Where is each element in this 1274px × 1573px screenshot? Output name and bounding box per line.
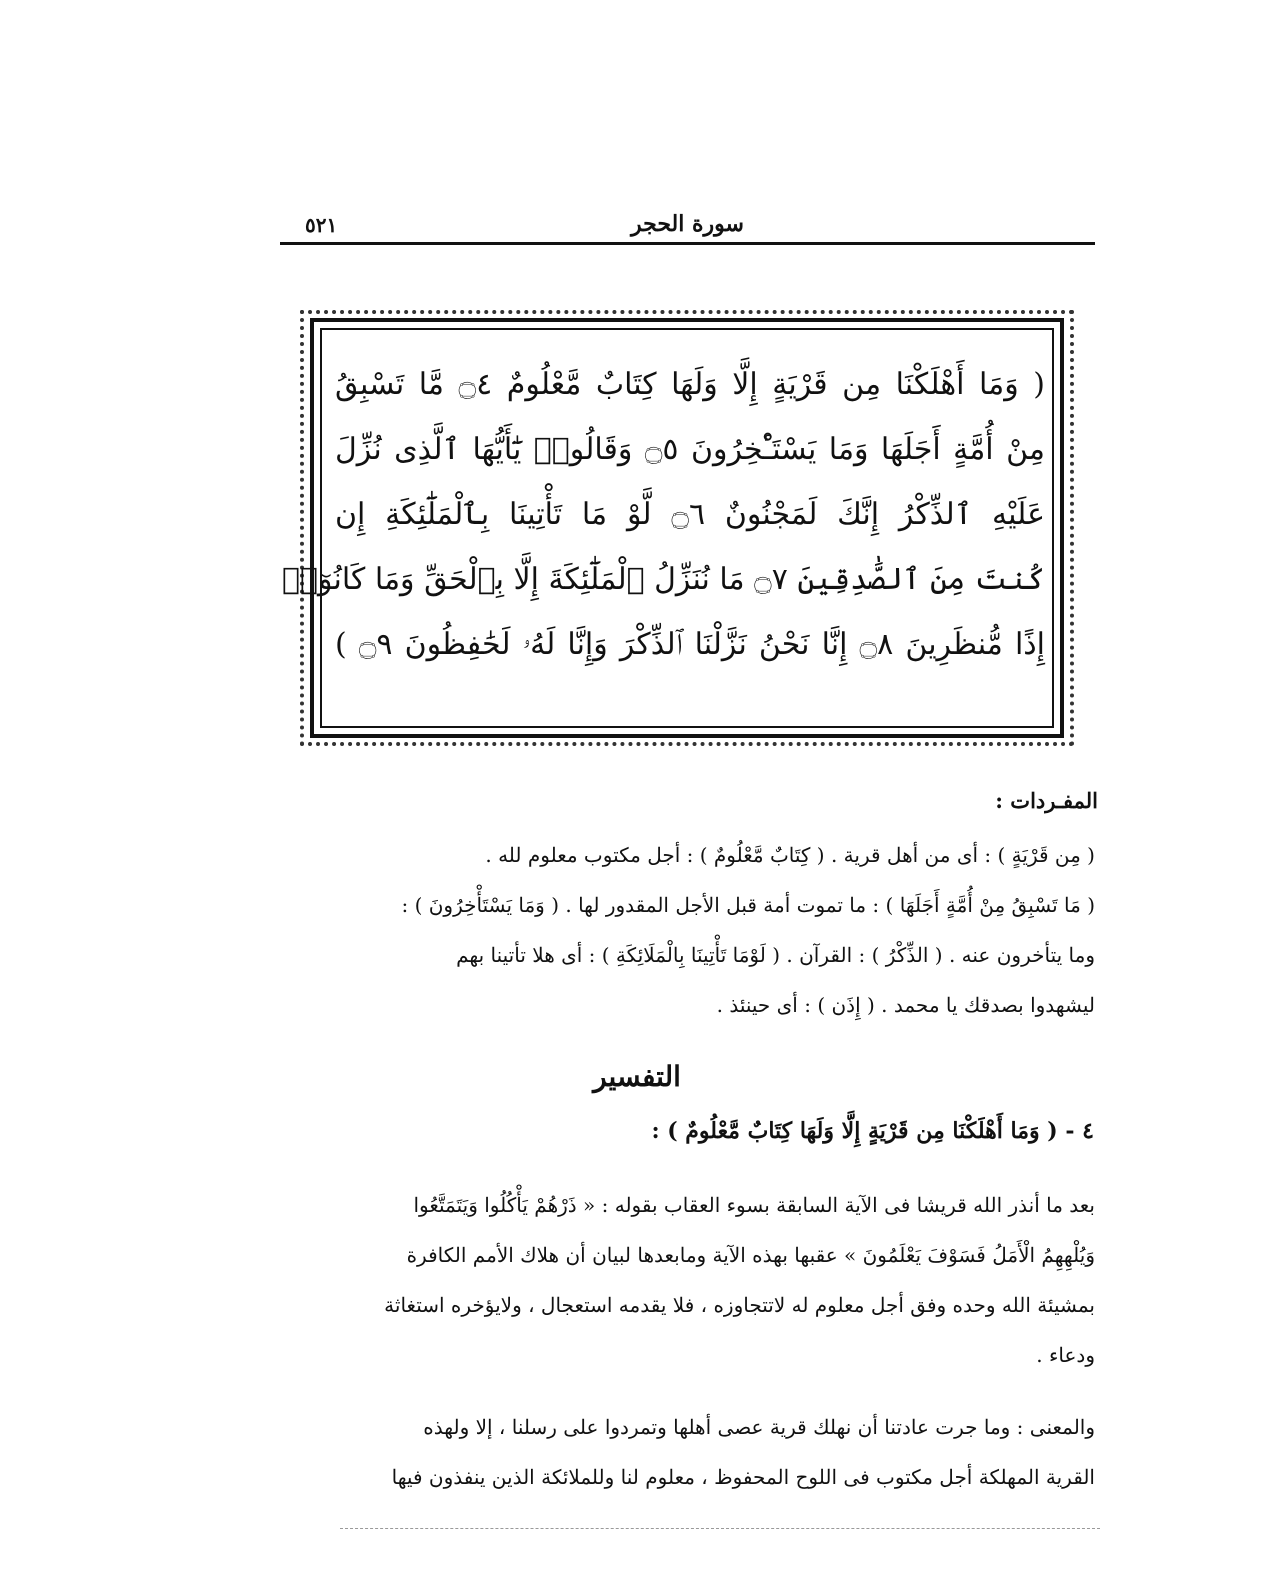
page-header xyxy=(280,205,1095,247)
verse-line: كُنتَ مِنَ ٱلصَّٰدِقِينَ ۝٧ مَا نُنَزِّلُ ٱلْمَلَٰٓئِكَةَ إِلَّا بِٱلْحَقِّ وَمَا كَانُوٓا۟ xyxy=(282,562,1045,597)
verse-box xyxy=(282,352,1045,677)
body-line: ودعاء . xyxy=(1036,1343,1095,1367)
page-number: ٥٢١ xyxy=(305,213,338,237)
verse-reference: ٤ - ( وَمَا أَهْلَكْنَا مِن قَرْيَةٍ إِلَّا وَلَهَا كِتَابٌ مَّعْلُومٌ ) : xyxy=(651,1118,1094,1144)
verse-line: عَلَيْهِ ٱلذِّكْرُ إِنَّكَ لَمَجْنُونٌ ۝٦ لَّوْ مَا تَأْتِينَا بِٱلْمَلَٰٓئِكَةِ إِن xyxy=(335,497,1045,532)
header-rule xyxy=(280,242,1095,245)
tafsir-body xyxy=(295,1180,1095,1502)
body-line: بمشيئة الله وحده وفق أجل معلوم له لاتتجاوزه ، فلا يقدمه استعجال ، ولايؤخره استغاثة xyxy=(384,1293,1095,1317)
tafsir-heading: التفسير xyxy=(593,1060,681,1093)
verse-line: ( وَمَا أَهْلَكْنَا مِن قَرْيَةٍ إِلَّا وَلَهَا كِتَابٌ مَّعْلُومٌ ۝٤ مَّا تَسْبِقُ xyxy=(335,367,1045,402)
vocab-line: ( مِن قَرْيَةٍ ) : أى من أهل قرية . ( كِتَابٌ مَّعْلُومٌ ) : أجل مكتوب معلوم لله . xyxy=(485,843,1095,867)
body-line: وَيُلْهِهِمُ الْأَمَلُ فَسَوْفَ يَعْلَمُونَ » عقبها بهذه الآية ومابعدها لبيان أن هلاك الأمم الكافرة xyxy=(406,1243,1095,1267)
vocab-line: وما يتأخرون عنه . ( الذِّكْرُ ) : القرآن . ( لَوْمَا تَأْتِينَا بِالْمَلَائِكَةِ ) : أى هلا تأتينا بهم xyxy=(456,943,1095,967)
body-line: بعد ما أنذر الله قريشا فى الآية السابقة بسوء العقاب بقوله : « ذَرْهُمْ يَأْكُلُوا وَيَتَمَتَّعُوا xyxy=(413,1193,1095,1217)
vocab-line: ( مَا تَسْبِقُ مِنْ أُمَّةٍ أَجَلَهَا ) : ما تموت أمة قبل الأجل المقدور لها . ( وَمَا يَسْتَأْخِرُونَ ) : xyxy=(401,893,1095,917)
paragraph-gap xyxy=(295,1380,1095,1402)
verse-line: مِنْ أُمَّةٍ أَجَلَهَا وَمَا يَسْتَـْٔخِرُونَ ۝٥ وَقَالُوا۟ يَٰٓأَيُّهَا ٱلَّذِى نُزِّلَ xyxy=(335,432,1045,467)
verse-line: إِذًا مُّنظَرِينَ ۝٨ إِنَّا نَحْنُ نَزَّلْنَا ٱلذِّكْرَ وَإِنَّا لَهُۥ لَحَٰفِظُونَ ۝٩ ) xyxy=(335,627,1045,662)
bottom-rule xyxy=(340,1528,1100,1529)
vocab-section xyxy=(295,830,1095,1030)
vocab-line: ليشهدوا بصدقك يا محمد . ( إِذَن ) : أى حينئذ . xyxy=(716,993,1095,1017)
body-line: والمعنى : وما جرت عادتنا أن نهلك قرية عصى أهلها وتمردوا على رسلنا ، إلا ولهذه xyxy=(423,1415,1095,1439)
surah-title: سورة الحجر xyxy=(631,211,744,237)
vocab-heading: المفـردات : xyxy=(995,788,1098,813)
body-line: القرية المهلكة أجل مكتوب فى اللوح المحفوظ ، معلوم لنا وللملائكة الذين ينفذون فيها xyxy=(391,1465,1095,1489)
